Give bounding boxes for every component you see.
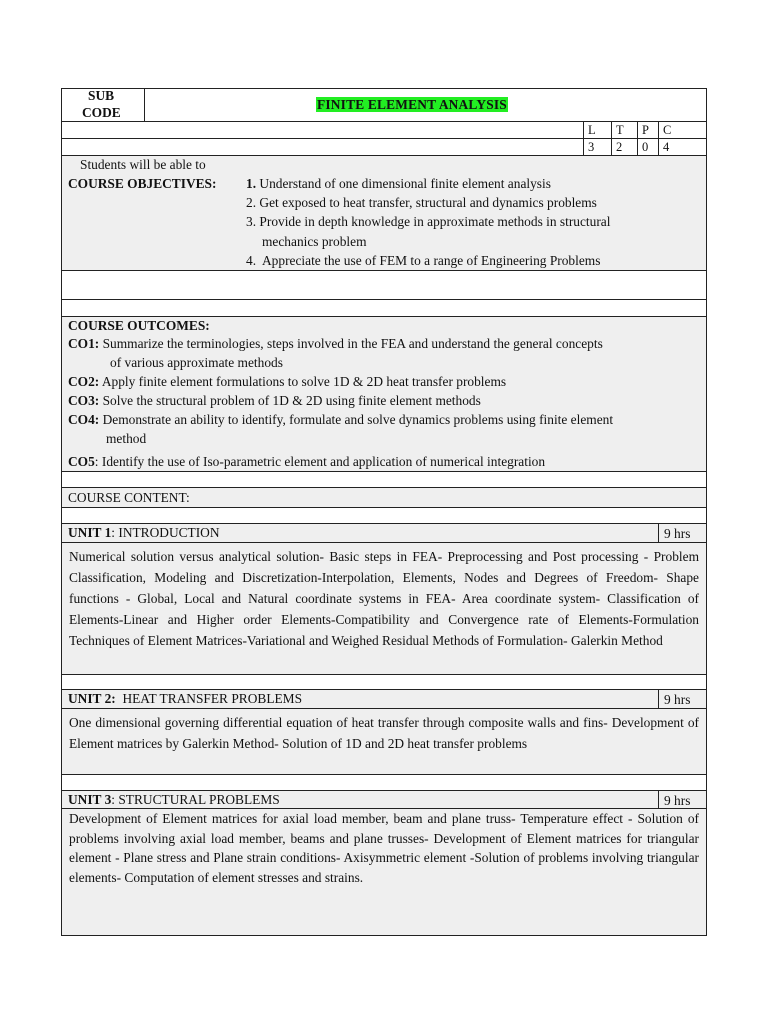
- course-content-heading: COURSE CONTENT:: [68, 490, 190, 505]
- syllabus-document: [61, 88, 707, 936]
- unit-3-header: [62, 791, 706, 809]
- ltpc-t-label: T: [616, 123, 624, 137]
- ltpc-p-label: P: [642, 123, 649, 137]
- outcome-co3: CO3: Solve the structural problem of 1D & 2D using finite element methods: [68, 393, 481, 408]
- unit-3-title: UNIT 3: STRUCTURAL PROBLEMS: [68, 792, 280, 807]
- unit-2-header: [62, 690, 706, 709]
- objectives-heading: COURSE OBJECTIVES:: [68, 176, 217, 191]
- objective-item-4: 4. Appreciate the use of FEM to a range of Engineering Problems: [246, 253, 601, 268]
- unit-1-hours: 9 hrs: [658, 524, 706, 542]
- ltpc-c-label: C: [663, 123, 672, 137]
- unit-1-body: Numerical solution versus analytical solution- Basic steps in FEA- Preprocessing and Post processing - Problem Classification, Modeling and Discretization-Interpolation, Elements, Nodes and Degrees of Freedom- Shape functions - Global, Local and Natural coordinate systems in FEA- Area coordinate system- Classification of Elements-Linear and Higher order Elements-Compatibility and Convergence rate of Elements-Formulation Techniques of Element Matrices-Variational and Weighed Residual Methods of Formulation- Galerkin Method: [69, 549, 699, 648]
- outcome-co5: CO5: Identify the use of Iso-parametric element and application of numerical integration: [68, 454, 546, 469]
- ltpc-t-value: 2: [616, 140, 623, 154]
- unit-3-hours: 9 hrs: [658, 791, 706, 808]
- outcomes-section: [62, 317, 706, 472]
- ltpc-c-value: 4: [663, 140, 670, 154]
- objective-item-3: 3. Provide in depth knowledge in approximate methods in structural: [246, 214, 611, 229]
- outcome-co4-cont: method: [106, 431, 147, 446]
- blank-row-6: [62, 775, 706, 791]
- ltpc-label-row: [62, 122, 706, 139]
- unit-2-body-row: [62, 709, 706, 775]
- blank-row-3: [62, 472, 706, 488]
- blank-row-5: [62, 675, 706, 690]
- objective-item-2: 2. Get exposed to heat transfer, structural and dynamics problems: [246, 195, 597, 210]
- outcome-co4: CO4: Demonstrate an ability to identify, formulate and solve dynamics problems using finite element: [68, 412, 614, 427]
- objectives-section: [62, 156, 706, 271]
- objective-item-1: 1. Understand of one dimensional finite element analysis: [246, 176, 551, 191]
- unit-2-title: UNIT 2: HEAT TRANSFER PROBLEMS: [68, 691, 303, 706]
- objective-item-3-cont: mechanics problem: [262, 234, 367, 249]
- unit-3-body-row: [62, 809, 706, 935]
- blank-row-4: [62, 508, 706, 524]
- course-content-row: [62, 488, 706, 508]
- outcome-co1: CO1: Summarize the terminologies, steps involved in the FEA and understand the general concepts: [68, 336, 603, 351]
- unit-2-hours: 9 hrs: [658, 690, 706, 708]
- sub-code-label-2: CODE: [82, 105, 121, 120]
- unit-1-title: UNIT 1: INTRODUCTION: [68, 525, 220, 540]
- ltpc-l-value: 3: [588, 140, 595, 154]
- blank-row-1: [62, 271, 706, 300]
- objectives-intro: Students will be able to: [80, 157, 206, 172]
- unit-1-header: [62, 524, 706, 543]
- unit-2-body: One dimensional governing differential equation of heat transfer through composite walls and fins- Development of Element matrices by Galerkin Method- Solution of 1D and 2D heat transfer problems: [69, 715, 699, 751]
- ltpc-value-row: [62, 139, 706, 156]
- course-title: FINITE ELEMENT ANALYSIS: [317, 97, 507, 112]
- unit-3-body: Development of Element matrices for axial load member, beam and plane truss- Temperature effect - Solution of problems involving axial load member, beams and plane trusses- Development of Element matrices for triangular element - Plane stress and Plane strain conditions- Axisymmetric element -Solution of problems involving triangular elements- Computation of element stresses and strains.: [69, 811, 699, 885]
- unit-1-body-row: [62, 543, 706, 675]
- outcomes-heading: COURSE OUTCOMES:: [68, 318, 210, 333]
- ltpc-l-label: L: [588, 123, 596, 137]
- outcome-co1-cont: of various approximate methods: [110, 355, 283, 370]
- ltpc-p-value: 0: [642, 140, 649, 154]
- blank-row-2: [62, 300, 706, 317]
- outcome-co2: CO2: Apply finite element formulations to solve 1D & 2D heat transfer problems: [68, 374, 507, 389]
- header-row: [62, 89, 706, 122]
- sub-code-label-1: SUB: [88, 88, 115, 103]
